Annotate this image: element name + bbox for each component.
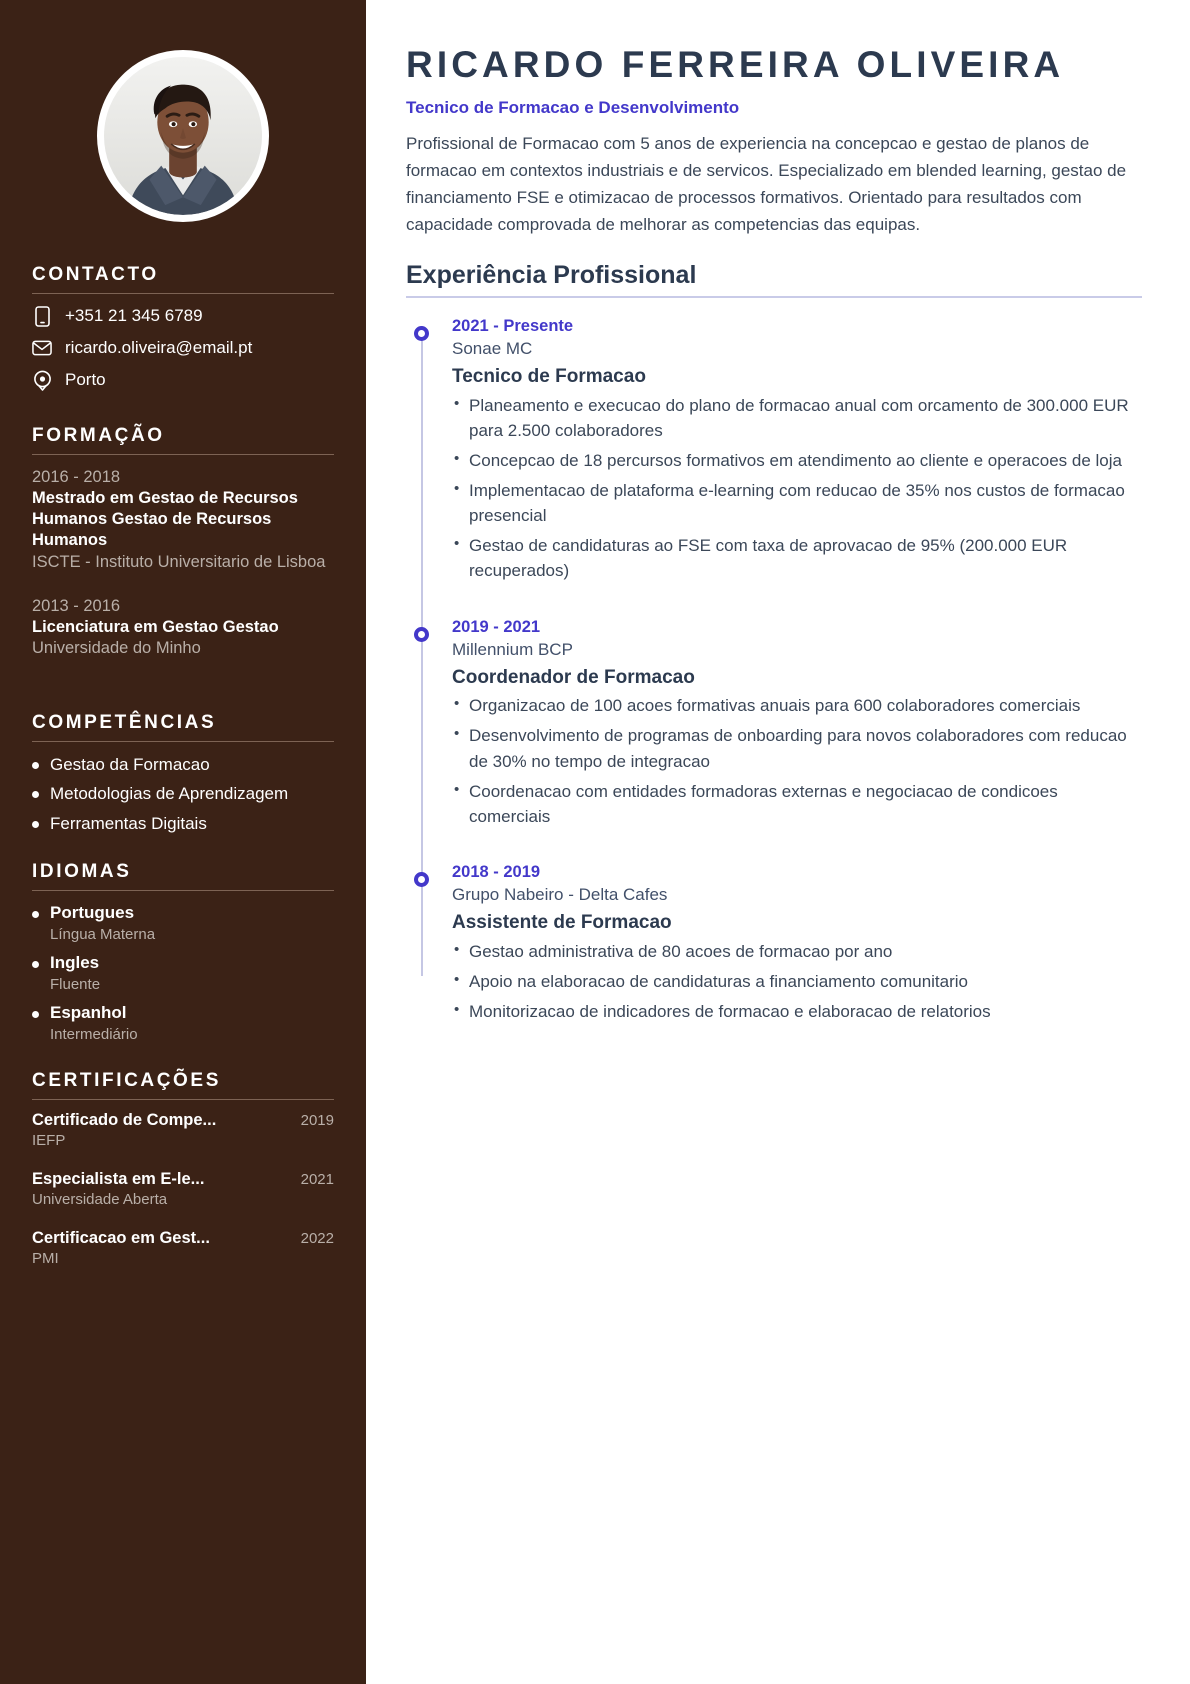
certification-issuer: PMI xyxy=(32,1250,59,1268)
certification-issuer: IEFP xyxy=(32,1132,66,1150)
language-item xyxy=(32,952,334,995)
divider xyxy=(32,1099,334,1100)
contact-email-text: ricardo.oliveira@email.pt xyxy=(65,338,253,357)
contact-location-text: Porto xyxy=(65,370,106,389)
language-item xyxy=(32,1002,334,1045)
certification-name: Certificacao em Gest... xyxy=(32,1229,210,1248)
contact-location-row[interactable] xyxy=(32,369,334,391)
certifications-section xyxy=(32,1070,334,1269)
spacer xyxy=(32,401,334,425)
experience-bullet-list xyxy=(452,693,1142,829)
contact-section xyxy=(32,264,334,391)
experience-bullet: • Monitorizacao de indicadores de formacao e elaboracao de relatorios xyxy=(452,999,1142,1024)
languages-section xyxy=(32,861,334,1045)
skill-label: Metodologias de Aprendizagem xyxy=(50,784,289,804)
skill-item xyxy=(32,782,334,807)
experience-bullet: • Gestao de candidaturas ao FSE com taxa de aprovacao de 95% (200.000 EUR recuperados) xyxy=(452,533,1142,583)
section-divider xyxy=(406,296,1142,298)
experience-bullet: • Desenvolvimento de programas de onboarding para novos colaboradores com reducao de 30% no tempo de integracao xyxy=(452,723,1142,773)
candidate-role: Tecnico de Formacao e Desenvolvimento xyxy=(406,98,740,118)
avatar-container xyxy=(32,0,334,264)
experience-item xyxy=(452,862,1142,1024)
language-name: Portugues xyxy=(50,902,135,922)
timeline-dot-icon xyxy=(414,627,429,642)
language-name: Ingles xyxy=(50,952,100,972)
certification-item xyxy=(32,1170,334,1210)
experience-dates: 2021 - Presente xyxy=(452,316,574,335)
experience-bullet: • Concepcao de 18 percursos formativos em atendimento ao cliente e operacoes de loja xyxy=(452,448,1142,473)
experience-company: Grupo Nabeiro - Delta Cafes xyxy=(452,885,668,905)
skills-heading: COMPETÊNCIAS xyxy=(32,711,217,733)
experience-bullet-list xyxy=(452,393,1142,584)
certification-issuer: Universidade Aberta xyxy=(32,1191,168,1209)
education-degree: Licenciatura em Gestao Gestao xyxy=(32,618,279,637)
contact-phone-row[interactable] xyxy=(32,305,334,327)
experience-bullet: • Planeamento e execucao do plano de formacao anual com orcamento de 300.000 EUR para 2.500 colaboradores xyxy=(452,393,1142,443)
experience-item xyxy=(452,617,1142,829)
certification-year: 2021 xyxy=(300,1171,334,1189)
location-pin-icon xyxy=(32,369,52,391)
contact-heading: CONTACTO xyxy=(32,264,159,285)
spacer xyxy=(32,682,334,712)
education-institution: Universidade do Minho xyxy=(32,639,201,658)
certification-item xyxy=(32,1229,334,1269)
education-section xyxy=(32,425,334,660)
avatar xyxy=(97,50,269,222)
contact-email-row[interactable] xyxy=(32,337,334,359)
education-dates: 2016 - 2018 xyxy=(32,468,121,486)
divider xyxy=(32,454,334,455)
language-level: Intermediário xyxy=(50,1026,138,1044)
experience-title: Assistente de Formacao xyxy=(452,912,672,934)
language-level: Fluente xyxy=(50,975,101,993)
experience-bullet: • Gestao administrativa de 80 acoes de formacao por ano xyxy=(452,939,1142,964)
sidebar xyxy=(0,0,366,1684)
skill-item xyxy=(32,812,334,837)
certification-header xyxy=(32,1111,334,1130)
spacer xyxy=(32,843,334,861)
experience-heading: Experiência Profissional xyxy=(406,260,697,289)
language-level: Língua Materna xyxy=(50,925,156,943)
timeline-dot-icon xyxy=(414,872,429,887)
bullet-icon xyxy=(32,911,39,918)
divider xyxy=(32,741,334,742)
bullet-icon xyxy=(32,1011,39,1018)
spacer xyxy=(32,1052,334,1070)
certifications-heading: CERTIFICAÇÕES xyxy=(32,1070,221,1092)
education-institution: ISCTE - Instituto Universitario de Lisboa xyxy=(32,552,326,571)
bullet-icon xyxy=(32,791,39,798)
certification-name: Certificado de Compe... xyxy=(32,1111,217,1130)
profile-photo-icon xyxy=(104,57,262,215)
experience-title: Tecnico de Formacao xyxy=(452,365,646,387)
candidate-name: RICARDO FERREIRA OLIVEIRA xyxy=(406,44,1065,85)
experience-bullet: • Coordenacao com entidades formadoras externas e negociacao de condicoes comerciais xyxy=(452,779,1142,829)
experience-bullet: • Implementacao de plataforma e-learning com reducao de 35% nos custos de formacao presencial xyxy=(452,478,1142,528)
skill-label: Gestao da Formacao xyxy=(50,754,210,774)
timeline-dot-icon xyxy=(414,326,429,341)
education-degree: Mestrado em Gestao de Recursos Humanos Gestao de Recursos Humanos xyxy=(32,489,298,550)
experience-dates: 2019 - 2021 xyxy=(452,617,541,636)
phone-icon xyxy=(32,305,52,327)
education-heading: FORMAÇÃO xyxy=(32,425,165,446)
experience-company: Millennium BCP xyxy=(452,640,573,660)
languages-heading: IDIOMAS xyxy=(32,860,132,882)
experience-item xyxy=(452,316,1142,584)
certification-year: 2022 xyxy=(300,1230,334,1248)
experience-title: Coordenador de Formacao xyxy=(452,666,695,688)
experience-bullet: • Organizacao de 100 acoes formativas anuais para 600 colaboradores comerciais xyxy=(452,693,1142,718)
bullet-icon xyxy=(32,961,39,968)
certification-header xyxy=(32,1170,334,1189)
certification-item xyxy=(32,1111,334,1151)
certification-name: Especialista em E-le... xyxy=(32,1170,205,1189)
experience-company: Sonae MC xyxy=(452,339,533,359)
education-item xyxy=(32,466,334,573)
language-name: Espanhol xyxy=(50,1002,127,1022)
experience-bullet: • Apoio na elaboracao de candidaturas a financiamento comunitario xyxy=(452,969,1142,994)
experience-timeline xyxy=(406,316,1142,1024)
skills-section xyxy=(32,712,334,837)
education-item xyxy=(32,595,334,660)
skill-item xyxy=(32,753,334,778)
experience-bullet-list xyxy=(452,939,1142,1024)
divider xyxy=(32,293,334,294)
main-content xyxy=(366,0,1190,1684)
envelope-icon xyxy=(32,337,52,359)
education-dates: 2013 - 2016 xyxy=(32,597,121,616)
bullet-icon xyxy=(32,762,39,769)
certification-year: 2019 xyxy=(300,1112,334,1130)
experience-dates: 2018 - 2019 xyxy=(452,863,541,881)
contact-phone-text: +351 21 345 6789 xyxy=(65,306,203,325)
bullet-icon xyxy=(32,821,39,828)
skill-label: Ferramentas Digitais xyxy=(50,814,207,834)
divider xyxy=(32,890,334,891)
professional-summary: Profissional de Formacao com 5 anos de experiencia na concepcao e gestao de planos de formacao em contextos industriais e de servicos. Especializado em blended learning, gestao de financiamento FSE e otimizacao de processos formativos. Orientado para resultados com capacidade comprovada de melhorar as competencias das equipas. xyxy=(406,134,1127,235)
certification-header xyxy=(32,1229,334,1248)
language-item xyxy=(32,902,334,945)
